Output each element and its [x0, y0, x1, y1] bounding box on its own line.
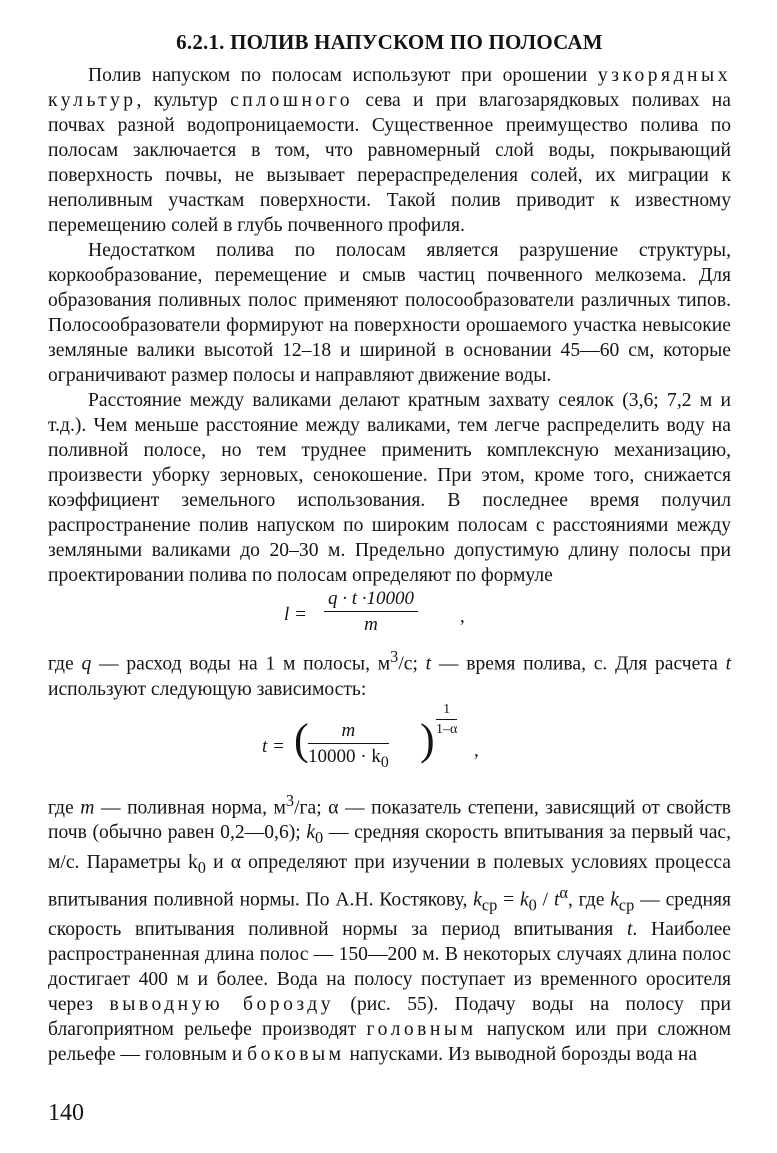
spaced-term: выводную борозду — [109, 994, 335, 1016]
subscript: ср — [481, 895, 498, 915]
subscript: 0 — [315, 827, 324, 847]
var-k: k — [519, 889, 529, 911]
formula-numerator: q · t ·10000 — [324, 588, 418, 612]
text-run: = — [497, 889, 520, 911]
text-run: /га; α — показатель степени, зависящий от свойств почв (обычно равен 0,2—0,6); — [48, 797, 732, 844]
text-run: Полив напуском по полосам используют при орошении — [88, 65, 598, 86]
formula-denominator — [308, 744, 389, 772]
right-paren: ) — [420, 714, 435, 764]
text-run: (рис. 55). Подачу воды на полосу при благоприятном рельефе производят — [48, 994, 731, 1041]
text-run: где — [48, 797, 81, 819]
var-m: m — [80, 797, 95, 819]
superscript: α — [559, 882, 568, 902]
text-run: 10000 · k — [308, 745, 381, 767]
text-run: . Наиболее распространенная длина полос — 150—200 м. В некоторых случаях длина полос достигает 400 м и более. Вода на полосу поступает из временного оросителя через — [48, 919, 731, 1016]
paragraph-1 — [48, 63, 731, 238]
text-run: / — [536, 889, 554, 911]
text-run: сева и при влагозарядковых поливах на почвах разной водопроницаемости. Существенное преимущество полива по полосам заключается в том, что равномерный слой воды, покрывающий поверхность почвы, не вызывает перераспределения солей, их миграции к неполивным участкам поверхности. Такой полив приводит к известному перемещению солей в глубь почвенного профиля. — [48, 90, 731, 236]
exponent-denominator: 1–α — [436, 721, 458, 737]
text-run: используют следующую зависимость: — [48, 678, 367, 700]
text-run: — время полива, с. Для расчета — [431, 653, 726, 675]
spaced-term: узкорядных культур — [48, 65, 731, 111]
page-content — [48, 30, 731, 1067]
paragraph-4 — [48, 644, 731, 702]
paragraph-5 — [48, 788, 731, 1068]
text-run: где — [48, 653, 82, 675]
formula-comma: , — [474, 739, 479, 761]
formula-fraction — [324, 588, 418, 636]
text-run: — средняя скорость впитывания поливной нормы за период впитывания — [48, 889, 731, 941]
var-t: t — [626, 919, 633, 941]
var-t: t — [425, 653, 432, 675]
spaced-term: сплошного — [230, 90, 354, 111]
text-run: — поливная норма, м — [94, 797, 286, 819]
var-k: k — [610, 889, 619, 911]
paragraph-3: Расстояние между валиками делают кратным захвату сеялок (3,6; 7,2 м и т.д.). Чем меньше расстояние между валиками, тем легче распределить воду на поливной полосе, но тем труднее применить комплексную механизацию, произвести уборку зерновых, сенокошение. При этом, кроме того, снижается коэффициент земельного использования. В последнее время получил распространение полив напуском по широким полосам с расстояниями между земляными валиками до 20–30 м. Предельно допустимую длину полосы при проектировании полива по полосам определяют по формуле — [48, 390, 731, 586]
section-title: 6.2.1. ПОЛИВ НАПУСКОМ ПО ПОЛОСАМ — [176, 30, 603, 54]
var-k: k — [306, 822, 316, 844]
formula-length — [48, 588, 731, 644]
subscript: 0 — [380, 753, 389, 771]
var-q: q — [81, 653, 92, 675]
formula-exponent — [436, 702, 457, 738]
var-t: t — [725, 653, 732, 675]
subscript: 0 — [197, 857, 206, 877]
text-run: , где — [567, 889, 611, 911]
spaced-term: боковым — [247, 1044, 345, 1066]
text-run: напусками. Из выводной борозды вода на — [344, 1044, 698, 1066]
var-t: t — [553, 889, 560, 911]
paragraph-2: Недостатком полива по полосам является разрушение структуры, коркообразование, перемещение и смыв частиц почвенного мелкозема. Для образования поливных полос применяют полосообразователи различных типов. Полосообразователи формируют на поверхности орошаемого участка невысокие земляные валики высотой 12–18 и шириной в основании 45—60 см, которые ограничивают размер полосы и направляют движение воды. — [48, 240, 731, 386]
text-run: напуском или при сложном рельефе — головным и — [48, 1019, 731, 1066]
formula-time — [48, 702, 731, 788]
formula-lhs: l = — [284, 604, 307, 625]
text-run: — расход воды на 1 м полосы, м — [91, 653, 391, 675]
formula-fraction — [308, 720, 389, 772]
formula-lhs: t = — [262, 735, 285, 757]
var-k: k — [473, 889, 482, 911]
exponent-numerator: 1 — [436, 702, 457, 720]
superscript: 3 — [390, 647, 399, 666]
formula-denominator: m — [364, 614, 378, 635]
subscript: ср — [618, 895, 635, 915]
text-run: /с; — [398, 653, 426, 675]
left-paren: ( — [294, 714, 309, 764]
formula-comma: , — [460, 606, 465, 627]
spaced-term: головным — [366, 1019, 477, 1041]
text-run: , культур — [136, 90, 231, 111]
text-run: — средняя скорость впитывания за первый час, м/с. Параметры k — [48, 822, 731, 873]
page-number: 140 — [48, 1100, 84, 1126]
superscript: 3 — [285, 790, 295, 810]
formula-numerator: m — [308, 720, 389, 744]
text-run: и α определяют при изучении в полевых условиях процесса впитывания поливной нормы. По А.Н. Костякову, — [48, 851, 731, 911]
subscript: 0 — [528, 895, 537, 915]
